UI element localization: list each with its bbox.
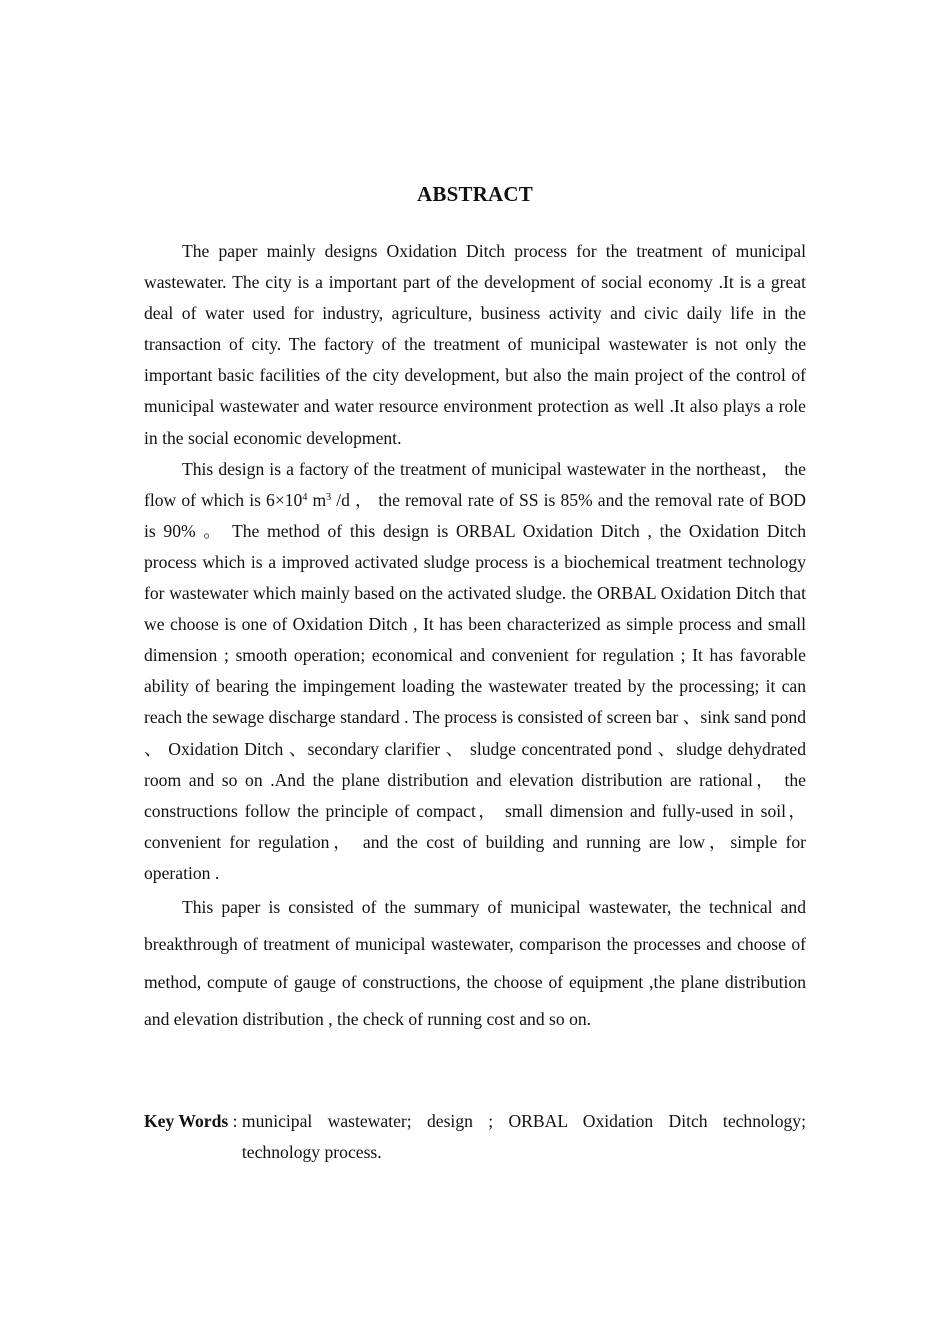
paragraph-2-rest: /d ， the removal rate of SS is 85% and the removal rate of BOD is 90% 。 The method of this design is ORBAL Oxidation Ditch , the Oxidation Ditch process which is a improved activated sludge process is a biochemical treatment technology for wastewater which mainly based on the activated sludge. the ORBAL Oxidation Ditch that we choose is one of Oxidation Ditch , It has been characterized as simple process and small dimension ; smooth operation; economical and convenient for regulation ; It has favorable ability of bearing the impingement loading the wastewater treated by the processing; it can reach the sewage discharge standard . The process is consisted of screen bar 、sink sand pond 、 Oxidation Ditch 、secondary clarifier 、 sludge concentrated pond 、sludge dehydrated room and so on .And the plane distribution and elevation distribution are rational， the constructions follow the principle of compact， small dimension and fully-used in soil， convenient for regulation， and the cost of building and running are low，simple for operation . <box>144 489 806 883</box>
paragraph-2-intro: This design is a factory of the treatment of municipal wastewater in the northeast， the flow of which is 6×10 <box>144 458 806 510</box>
abstract-paragraph-2 <box>144 454 806 889</box>
abstract-title: ABSTRACT <box>417 182 533 206</box>
keywords-block <box>144 1106 806 1168</box>
unit-exponent: 3 <box>326 491 332 503</box>
abstract-paragraph-3: This paper is consisted of the summary of municipal wastewater, the technical and breakthrough of treatment of municipal wastewater, comparison the processes and choose of method, compute of gauge of constructions, the choose of equipment ,the plane distribution and elevation distribution , the check of running cost and so on. <box>144 896 806 1029</box>
flow-unit: m <box>307 489 327 510</box>
keywords-text: municipal wastewater; design ; ORBAL Oxidation Ditch technology; technology process. <box>241 1111 806 1163</box>
keywords-colon: : <box>228 1111 242 1131</box>
flow-exponent: 4 <box>302 491 308 503</box>
keywords-label: Key Words <box>144 1111 229 1131</box>
abstract-body <box>144 236 806 1038</box>
abstract-paragraph-1: The paper mainly designs Oxidation Ditch process for the treatment of municipal wastewater. The city is a important part of the development of social economy .It is a great deal of water used for industry, agriculture, business activity and civic daily life in the transaction of city. The factory of the treatment of municipal wastewater is not only the important basic facilities of the city development, but also the main project of the control of municipal wastewater and water resource environment protection as well .It also plays a role in the social economic development. <box>144 241 806 448</box>
